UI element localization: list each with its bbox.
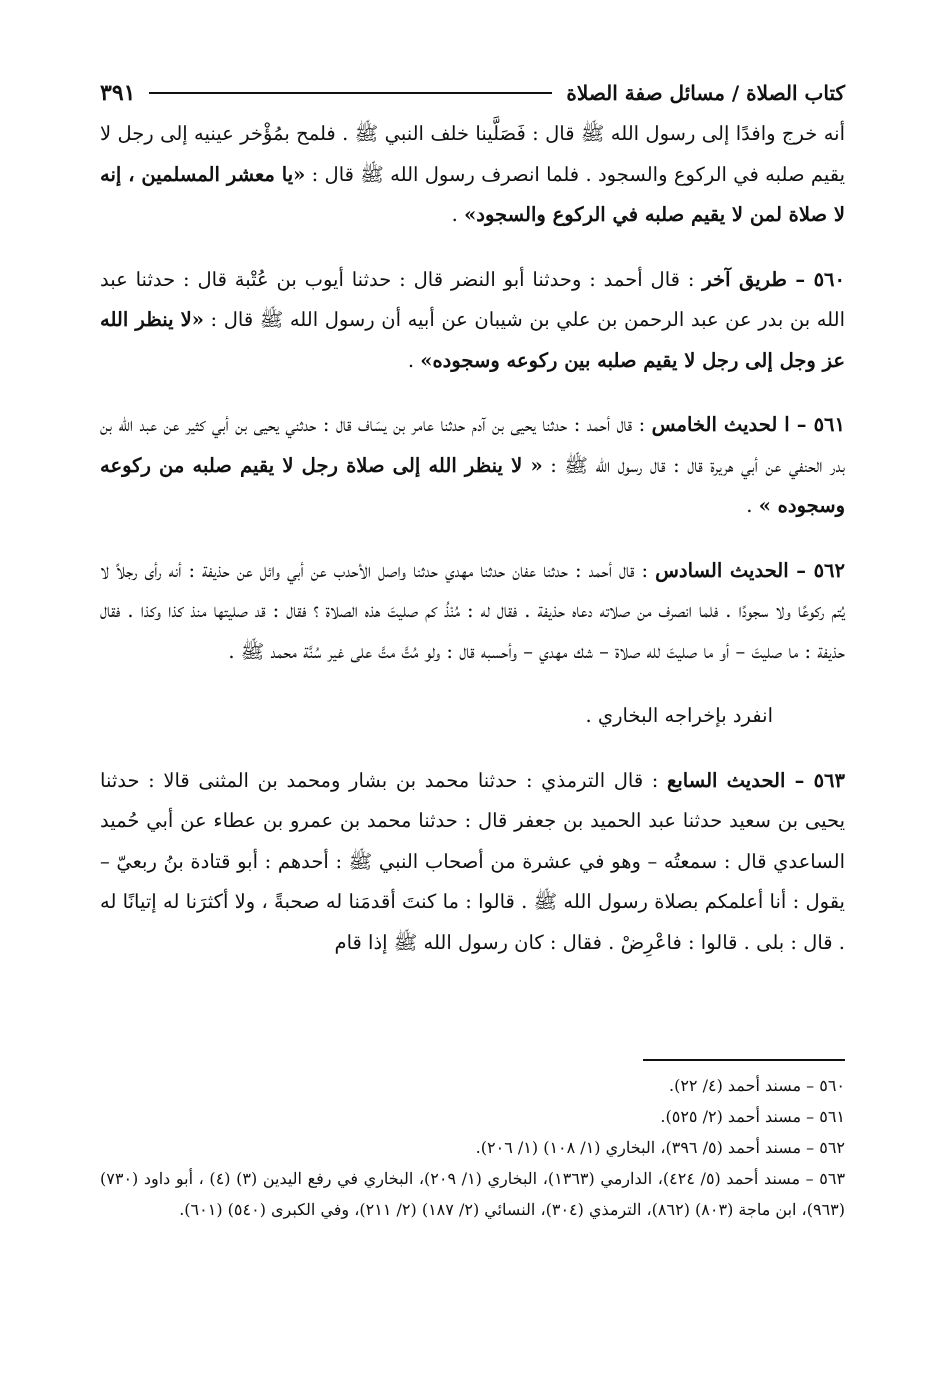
- hadith-heading: ٥٦١ – ا لحديث الخامس: [651, 413, 845, 436]
- header-rule: [149, 92, 552, 94]
- footnote: ٥٦٠ – مسند أحمد (٤/ ٢٢).: [668, 1076, 845, 1095]
- page-number: ٣٩١: [100, 80, 136, 106]
- footnote: ٥٦٢ – مسند أحمد (٥/ ٣٩٦)، البخاري (١/ ١٠٨) (١/ ٢٠٦).: [475, 1138, 845, 1157]
- header-title: كتاب الصلاة / مسائل صفة الصلاة: [566, 81, 845, 105]
- footnote: ٥٦٣ – مسند أحمد (٥/ ٤٢٤)، الدارمي (١٣٦٣)، البخاري (١/ ٢٠٩)، البخاري في رفع اليدين (٣) (٤) ، أبو داود (٧٣٠) (٩٦٣)، ابن ماجة (٨٠٣) (٨٦٢)، الترمذي (٣٠٤)، النسائي (٢/ ١٨٧) (٢/ ٢١١)، وفي الكبرى (٥٤٠) (٦٠١).: [100, 1169, 846, 1219]
- hadith-quote: «لا ينظر الله عز وجل إلى رجل لا يقيم صلبه بين ركوعه وسجوده»: [100, 308, 845, 372]
- paragraph-text: .: [451, 203, 465, 226]
- paragraph-text: : قال أحمد : حدثنا عفان حدثنا مهدي حدثنا واصل الأحدب عن أبي وائل عن حذيفة : أنه رأى رجلاً لا يُتم ركوعًا ولا سجودًا . فلما انصرف من صلاته دعاه حذيفة . فقال له : مُنْذُ كم صليتَ هذه الصلاة ؟ فقال : قد صليتها منذ كذا وكذا . فقال حذيفة : ما صليتَ – أو ما صليتَ لله صلاة – شك مهدي – وأحسبه قال : ولو مُتَّ متَّ على غير سُنَّة محمد ﷺ .: [100, 558, 845, 663]
- hadith-heading: ٥٦٠ – طريق آخر: [702, 267, 845, 291]
- paragraph-text: .: [746, 494, 759, 517]
- paragraph-560: [100, 260, 845, 382]
- paragraph-text: .: [407, 348, 421, 372]
- editor-note: انفرد بإخراجه البخاري .: [585, 704, 773, 727]
- hadith-heading: ٥٦٣ – الحديث السابع: [666, 768, 845, 792]
- paragraph-563: [100, 761, 845, 964]
- main-text: [100, 114, 845, 987]
- paragraph-continuation: [100, 114, 845, 236]
- hadith-quote: « لا ينظر الله إلى صلاة رجل لا يقيم صلبه من ركوعه وسجوده »: [100, 453, 845, 517]
- footnote-separator: [643, 1059, 845, 1061]
- paragraph-text: أنه خرج وافدًا إلى رسول الله ﷺ قال : فَصَلَّينا خلف النبي ﷺ . فلمح بمُؤْخر عينيه إلى رجل لا يقيم صلبه في الركوع والسجود . فلما انصرف رسول الله ﷺ قال :: [100, 122, 845, 186]
- paragraph-561: [100, 405, 845, 527]
- paragraph-text: : قال أحمد : حدثنا يحيى بن آدم حدثنا عامر بن يسَاف قال : حدثني يحيى بن أبي كثير عن عبد الله بن بدر الحنفي عن أبي هريرة قال : قال رسول الله ﷺ :: [100, 413, 845, 477]
- paragraph-text: : قال الترمذي : حدثنا محمد بن بشار ومحمد بن المثنى قالا : حدثنا يحيى بن سعيد حدثنا عبد الحميد بن جعفر قال : حدثنا محمد بن عمرو بن عطاء عن أبي حُميد الساعدي قال : سمعتُه – وهو في عشرة من أصحاب النبي ﷺ : أحدهم : أبو قتادة بنُ ربعيّ – يقول : أنا أعلمكم بصلاة رسول الله ﷺ . قالوا : ما كنتَ أقدمَنا له صحبةً ، ولا أكثرَنا له إتيانًا له . قال : بلى . قالوا : فاعْرِضْ . فقال : كان رسول الله ﷺ إذا قام: [100, 768, 845, 954]
- paragraph-text: : قال أحمد : وحدثنا أبو النضر قال : حدثنا أيوب بن عُتْبة قال : حدثنا عبد الله بن بدر عن عبد الرحمن بن علي بن شيبان عن أبيه أن رسول الله ﷺ قال :: [100, 267, 845, 331]
- hadith-quote: «يا معشر المسلمين ، إنه لا صلاة لمن لا يقيم صلبه في الركوع والسجود»: [100, 162, 845, 226]
- running-header: [100, 74, 845, 112]
- paragraph-562: [100, 551, 845, 673]
- footnotes: [100, 1070, 845, 1225]
- hadith-heading: ٥٦٢ – الحديث السادس: [655, 558, 845, 582]
- footnote: ٥٦١ – مسند أحمد (٢/ ٥٢٥).: [660, 1107, 845, 1126]
